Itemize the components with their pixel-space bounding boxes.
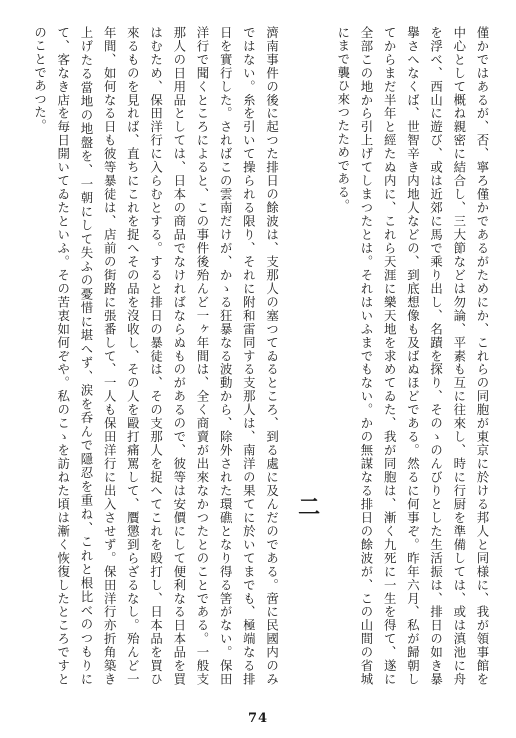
paragraph-one: 僅かではあるが、否、寧ろ僅かであるがためにか、これらの同胞が東京に於ける邦人と同様に、我が領事館を中心として概ね親密に結合し、三大節などは勿論、平素も互に往來し、時に行厨を準備しては、或は滇池に舟を浮べ、西山に遊び、或は近郊に馬で乘り出し、名蹟を探り、そのゝのんびりとした生活振は、排日の如き暴擧さへなくば、世智辛き内地人などの、到底想像も及ばぬほどである。然るに何事ぞ。昨年六月、私が歸朝してからまだ半年と經たぬ内に、これら天涯に樂天地を求めてゐた、我が同胞は、漸く九死に一生を得て、遂に全部この地から引上げてしまつたとは。それはいふまでもない。かの無謀なる排日の餘波が、この山間の省城にまで襲ひ來つたためである。 (335, 26, 490, 686)
paragraph-two: 濟南事件の後に起つた排日の餘波は、支那人の塞つてゐるところ、到る處に及んだのである。啻に民國内のみではない。糸を引いて操られる限り、それに附和雷同する支那人は、南洋の果てに於いてまでも、極端なる排日を實行した。さればこの雲南だけが、かゝる狂暴なる波動から、除外された環礁となり得る筈がない。保田洋行で聞くところによると、この事件後殆んど一ヶ年間は、全く商賣が出來なかつたとのことである。一般支那人の日用品としては、日本の商品でなければならぬものがあるので、彼等は安價にして便利なる日本品を買はむため、保田洋行に入らむとする。すると排日の暴徒は、その支那人を捉へてこれを殴打し、日本品を買ひ來るものを見れば、直ちにこれを捉へその品を沒收し、その人を毆打痛罵して、贋懲到らざるなし。殆んど一年間、如何なる日も彼等暴徒は、店前の街路に張番して、一人も保田洋行に出入させず。保田洋行亦折角築き上げたる當地の地盤を、一朝にして失ふの憂惜に堪へず、涙を呑んで隱忍を重ね、これと根比べのつもりにて、客なき店を毎日開いてゐたといふ。その苦衷如何ぞや。私のこゝを訪ねた頃は漸く恢復したところですとのことであつた。 (32, 26, 280, 686)
page-number: 74 (247, 711, 269, 726)
section-number: 二 (294, 495, 321, 517)
vertical-text-body (22, 26, 494, 686)
